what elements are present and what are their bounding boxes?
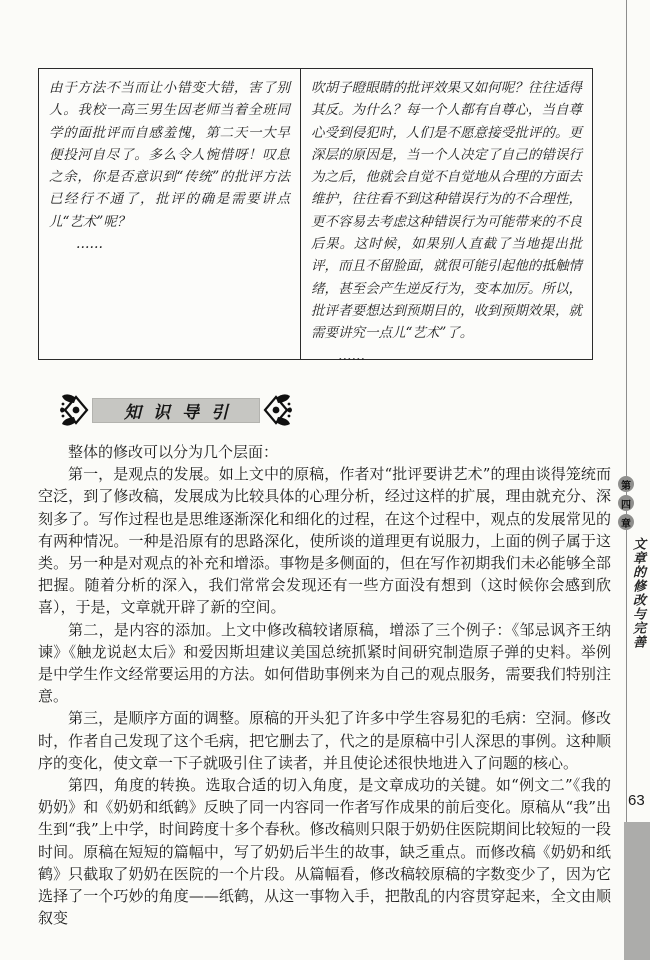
excerpt-comparison-box xyxy=(38,68,593,364)
chapter-badge-char: 第 xyxy=(618,476,634,492)
chapter-badge-char: 章 xyxy=(618,514,634,530)
intro-paragraph: 整体的修改可以分为几个层面： xyxy=(68,443,279,461)
excerpt-left-column xyxy=(39,69,301,359)
chapter-badges xyxy=(618,476,634,530)
body-paragraph: 第三，是顺序方面的调整。原稿的开头犯了许多中学生容易犯的毛病：空洞。修改时，作者自己发现了这个毛病，把它删去了，代之的是原稿中引人深思的事例。这种顺序的变化，使文章一下子就吸引住了读者，并且使论述很快地进入了问题的核心。 xyxy=(38,709,611,772)
excerpt-right-text: 吹胡子瞪眼睛的批评效果又如何呢？往往适得其反。为什么？每一个人都有自尊心，当自尊心受到侵犯时，人们是不愿意接受批评的。更深层的原因是，当一个人决定了自己的错误行为之后，他就会自觉不自觉地从合理的方面去维护，往往看不到这种错误行为的不合理性，更不容易去考虑这种错误行为可能带来的不良后果。这时候，如果别人直截了当地提出批评，而且不留脸面，就很可能引起他的抵触情绪，甚至会产生逆反行为，变本加厉。所以，批评者要想达到预期目的，收到预期效果，就需要讲究一点儿“艺术”了。 xyxy=(311,80,582,342)
excerpt-right-ellipsis: …… xyxy=(338,347,365,364)
excerpt-left-ellipsis: …… xyxy=(76,236,103,253)
body-paragraph: 第二，是内容的添加。上文中修改稿较诸原稿，增添了三个例子：《邹忌讽齐王纳谏》《触龙说赵太后》和爱因斯坦建议美国总统抓紧时间研究制造原子弹的史料。举例是中学生作文经常要运用的方法。如何借助事例来为自己的观点服务，需要我们特别注意。 xyxy=(38,620,611,706)
chapter-badge-char: 四 xyxy=(618,495,634,511)
chapter-title-vertical: 文章的修改与完善 xyxy=(630,537,645,649)
main-text xyxy=(38,441,611,929)
page-number: 63 xyxy=(628,792,645,809)
floral-ornament-right-icon xyxy=(260,392,292,428)
chapter-sidebar-line xyxy=(626,0,627,822)
banner-title: 知识导引 xyxy=(124,402,240,423)
corner-tab xyxy=(624,822,650,960)
banner-bar xyxy=(92,398,260,423)
body-paragraph: 第四，角度的转换。选取合适的切入角度，是文章成功的关键。如“例文二”《我的奶奶》和《奶奶和纸鹤》反映了同一内容同一作者写作成果的前后变化。原稿从“我”出生到“我”上中学，时间跨度十多个春秋。修改稿则只限于奶奶住医院期间比较短的一段时间。原稿在短短的篇幅中，写了奶奶后半生的故事，缺乏重点。而修改稿《奶奶和纸鹤》只截取了奶奶在医院的一个片段。从篇幅看，修改稿较原稿的字数变少了，因为它选择了一个巧妙的角度——纸鹤，从这一事物入手，把散乱的内容贯穿起来，全文由顺叙变 xyxy=(38,776,611,928)
excerpt-right-column xyxy=(301,69,592,364)
floral-ornament-left-icon xyxy=(60,392,92,428)
body-paragraph: 第一，是观点的发展。如上文中的原稿，作者对“批评要讲艺术”的理由谈得笼统而空泛，到了修改稿，发展成为比较具体的心理分析，经过这样的扩展，理由就充分、深刻多了。写作过程也是思维逐渐深化和细化的过程，在这个过程中，观点的发展常见的有两种情况。一种是沿原有的思路深化，使所谈的道理更有说服力，上面的例子属于这类。另一种是对观点的补充和增添。事物是多侧面的，但在写作初期我们未必能够全部把握。随着分析的深入，我们常常会发现还有一些方面没有想到（这时候你会感到欣喜），于是，文章就开辟了新的空间。 xyxy=(38,465,611,617)
excerpt-left-text: 由于方法不当而让小错变大错，害了别人。我校一高三男生因老师当着全班同学的面批评而自感羞愧，第二天一大早便投河自尽了。多么令人惋惜呀！叹息之余，你是否意识到“传统”的批评方法已经行不通了，批评的确是需要讲点儿“艺术”呢？ xyxy=(49,80,290,230)
knowledge-guide-banner xyxy=(60,392,292,428)
